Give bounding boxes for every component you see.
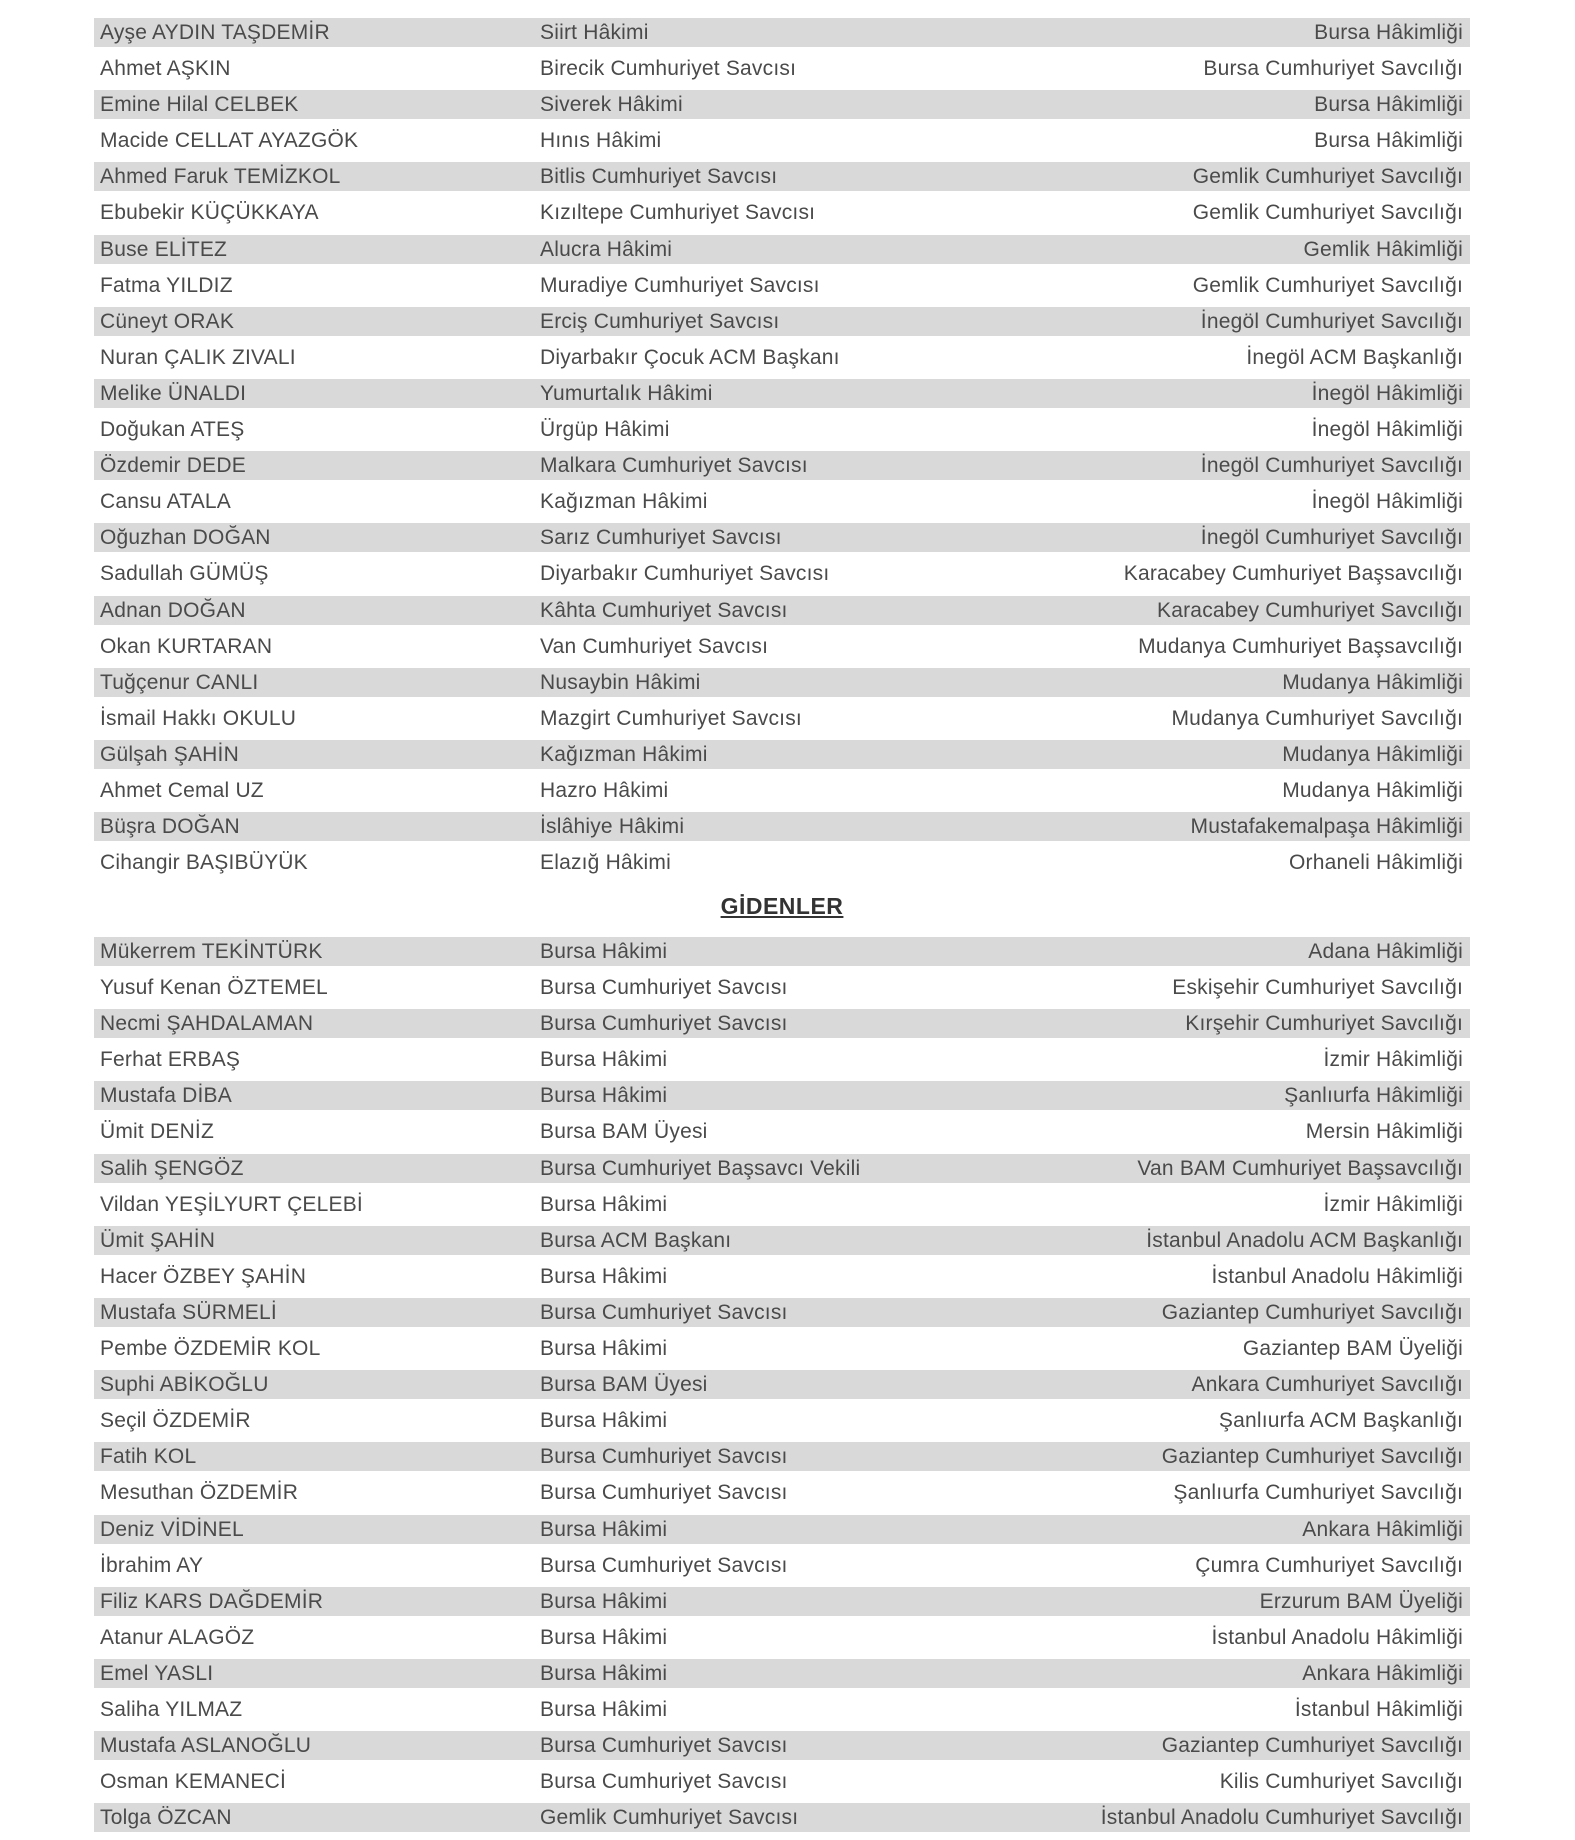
- cell-name: Mustafa DİBA: [100, 1084, 232, 1108]
- cell-name: Atanur ALAGÖZ: [100, 1625, 255, 1649]
- cell-position: Bursa Cumhuriyet Savcısı: [540, 1445, 788, 1469]
- cell-assignment: Mudanya Hâkimliği: [1282, 778, 1463, 802]
- table-row: [94, 848, 1470, 884]
- cell-name: Oğuzhan DOĞAN: [100, 526, 271, 550]
- table-row: [94, 235, 1470, 271]
- cell-position: Bursa Hâkimi: [540, 1697, 668, 1721]
- table-row: [94, 343, 1470, 379]
- table-row: [94, 415, 1470, 451]
- table-row: [94, 162, 1470, 198]
- row-stripe: [94, 937, 1470, 966]
- row-stripe: [94, 776, 1470, 805]
- cell-name: Gülşah ŞAHİN: [100, 742, 239, 766]
- cell-position: Bursa Hâkimi: [540, 1625, 668, 1649]
- cell-position: Bursa Hâkimi: [540, 1661, 668, 1685]
- row-stripe: [94, 1226, 1470, 1255]
- cell-assignment: Şanlıurfa ACM Başkanlığı: [1218, 1409, 1463, 1433]
- cell-assignment: Orhaneli Hâkimliği: [1289, 851, 1463, 875]
- cell-assignment: Mersin Hâkimliği: [1305, 1120, 1463, 1144]
- cell-name: Ahmet AŞKIN: [100, 57, 231, 81]
- cell-assignment: Ankara Hâkimliği: [1302, 1517, 1463, 1541]
- table-row: [94, 937, 1470, 973]
- row-stripe: [94, 1623, 1470, 1652]
- row-stripe: [94, 1370, 1470, 1399]
- row-stripe: [94, 307, 1470, 336]
- cell-position: Bursa Cumhuriyet Savcısı: [540, 1553, 788, 1577]
- cell-name: Tuğçenur CANLI: [100, 670, 259, 694]
- cell-position: İslâhiye Hâkimi: [540, 815, 685, 839]
- cell-assignment: İnegöl Hâkimliği: [1311, 418, 1463, 442]
- cell-assignment: Karacabey Cumhuriyet Savcılığı: [1157, 598, 1463, 622]
- cell-name: Vildan YEŞİLYURT ÇELEBİ: [100, 1192, 363, 1216]
- cell-position: Diyarbakır Cumhuriyet Savcısı: [540, 562, 830, 586]
- assignment-table: [94, 0, 1470, 1840]
- table-row: [94, 1190, 1470, 1226]
- cell-assignment: Mudanya Hâkimliği: [1282, 670, 1463, 694]
- cell-assignment: Şanlıurfa Cumhuriyet Savcılığı: [1173, 1481, 1463, 1505]
- cell-assignment: Gaziantep Cumhuriyet Savcılığı: [1161, 1445, 1463, 1469]
- row-stripe: [94, 1117, 1470, 1146]
- cell-position: Yumurtalık Hâkimi: [540, 381, 713, 405]
- cell-name: Mustafa ASLANOĞLU: [100, 1734, 312, 1758]
- table-row: [94, 1262, 1470, 1298]
- cell-assignment: İzmir Hâkimliği: [1323, 1192, 1463, 1216]
- cell-position: Bursa BAM Üyesi: [540, 1373, 708, 1397]
- row-stripe: [94, 1695, 1470, 1724]
- cell-assignment: İstanbul Anadolu ACM Başkanlığı: [1146, 1228, 1463, 1252]
- cell-position: Kağızman Hâkimi: [540, 742, 708, 766]
- row-stripe: [94, 451, 1470, 480]
- cell-position: Alucra Hâkimi: [540, 237, 673, 261]
- table-row: [94, 18, 1470, 54]
- row-stripe: [94, 1478, 1470, 1507]
- cell-position: Erciş Cumhuriyet Savcısı: [540, 309, 780, 333]
- table-row: [94, 1081, 1470, 1117]
- row-stripe: [94, 812, 1470, 841]
- cell-position: Bursa Cumhuriyet Savcısı: [540, 1012, 788, 1036]
- cell-position: Siverek Hâkimi: [540, 93, 683, 117]
- row-stripe: [94, 559, 1470, 588]
- cell-name: Doğukan ATEŞ: [100, 418, 245, 442]
- cell-name: Melike ÜNALDI: [100, 381, 247, 405]
- cell-position: Bursa Hâkimi: [540, 1517, 668, 1541]
- section-heading-gidenler: GİDENLER: [720, 893, 844, 919]
- cell-position: Bursa Hâkimi: [540, 1192, 668, 1216]
- cell-name: Deniz VİDİNEL: [100, 1517, 244, 1541]
- cell-name: Büşra DOĞAN: [100, 815, 240, 839]
- cell-position: Bitlis Cumhuriyet Savcısı: [540, 165, 778, 189]
- row-stripe: [94, 1154, 1470, 1183]
- cell-position: Bursa BAM Üyesi: [540, 1120, 708, 1144]
- cell-position: Birecik Cumhuriyet Savcısı: [540, 57, 797, 81]
- table-row: [94, 1659, 1470, 1695]
- row-stripe: [94, 1009, 1470, 1038]
- cell-assignment: İnegöl Cumhuriyet Savcılığı: [1200, 309, 1463, 333]
- table-row: [94, 1226, 1470, 1262]
- row-stripe: [94, 523, 1470, 552]
- cell-assignment: Gemlik Cumhuriyet Savcılığı: [1192, 165, 1463, 189]
- row-stripe: [94, 379, 1470, 408]
- cell-position: Bursa Cumhuriyet Savcısı: [540, 1300, 788, 1324]
- cell-assignment: Mustafakemalpaşa Hâkimliği: [1190, 815, 1463, 839]
- cell-position: Nusaybin Hâkimi: [540, 670, 701, 694]
- table-row: [94, 307, 1470, 343]
- row-stripe: [94, 1190, 1470, 1219]
- table-row: [94, 740, 1470, 776]
- cell-position: Diyarbakır Çocuk ACM Başkanı: [540, 345, 840, 369]
- cell-assignment: Çumra Cumhuriyet Savcılığı: [1195, 1553, 1463, 1577]
- cell-assignment: Kırşehir Cumhuriyet Savcılığı: [1185, 1012, 1463, 1036]
- table-row: [94, 1298, 1470, 1334]
- row-stripe: [94, 487, 1470, 516]
- table-row: [94, 1767, 1470, 1803]
- table-row: [94, 1442, 1470, 1478]
- row-stripe: [94, 1659, 1470, 1688]
- table-row: [94, 812, 1470, 848]
- table-row: [94, 487, 1470, 523]
- table-row: [94, 54, 1470, 90]
- cell-position: Bursa Cumhuriyet Savcısı: [540, 1734, 788, 1758]
- row-stripe: [94, 1551, 1470, 1580]
- table-row: [94, 271, 1470, 307]
- cell-name: Adnan DOĞAN: [100, 598, 246, 622]
- cell-assignment: İnegöl Hâkimliği: [1311, 490, 1463, 514]
- cell-assignment: Gemlik Cumhuriyet Savcılığı: [1192, 201, 1463, 225]
- row-stripe: [94, 1767, 1470, 1796]
- cell-name: Mustafa SÜRMELİ: [100, 1300, 277, 1324]
- cell-name: İsmail Hakkı OKULU: [100, 706, 297, 730]
- cell-assignment: Gaziantep Cumhuriyet Savcılığı: [1161, 1300, 1463, 1324]
- cell-name: Sadullah GÜMÜŞ: [100, 562, 269, 586]
- table-row: [94, 1009, 1470, 1045]
- cell-assignment: Adana Hâkimliği: [1308, 940, 1463, 963]
- cell-assignment: İstanbul Anadolu Hâkimliği: [1211, 1625, 1463, 1649]
- table-row: [94, 1406, 1470, 1442]
- cell-assignment: Şanlıurfa Hâkimliği: [1284, 1084, 1463, 1108]
- cell-position: Van Cumhuriyet Savcısı: [540, 634, 769, 658]
- table-row: [94, 1045, 1470, 1081]
- row-stripe: [94, 848, 1470, 877]
- cell-name: Ahmet Cemal UZ: [100, 778, 264, 802]
- row-stripe: [94, 1334, 1470, 1363]
- row-stripe: [94, 1406, 1470, 1435]
- cell-name: Yusuf Kenan ÖZTEMEL: [100, 976, 328, 1000]
- row-stripe: [94, 415, 1470, 444]
- cell-assignment: Van BAM Cumhuriyet Başsavcılığı: [1137, 1156, 1463, 1180]
- cell-assignment: Karacabey Cumhuriyet Başsavcılığı: [1123, 562, 1463, 586]
- row-stripe: [94, 1045, 1470, 1074]
- cell-name: Pembe ÖZDEMİR KOL: [100, 1337, 321, 1361]
- row-stripe: [94, 343, 1470, 372]
- cell-position: Bursa Hâkimi: [540, 1337, 668, 1361]
- cell-assignment: Bursa Hâkimliği: [1314, 129, 1463, 153]
- cell-name: Okan KURTARAN: [100, 634, 273, 658]
- cell-assignment: Erzurum BAM Üyeliği: [1259, 1589, 1463, 1613]
- row-stripe: [94, 198, 1470, 227]
- cell-position: Bursa ACM Başkanı: [540, 1228, 732, 1252]
- table-row: [94, 668, 1470, 704]
- cell-name: Necmi ŞAHDALAMAN: [100, 1012, 314, 1036]
- cell-position: Kağızman Hâkimi: [540, 490, 708, 514]
- cell-name: Filiz KARS DAĞDEMİR: [100, 1589, 324, 1613]
- table-row: [94, 126, 1470, 162]
- cell-name: Özdemir DEDE: [100, 454, 246, 478]
- cell-assignment: Mudanya Hâkimliği: [1282, 742, 1463, 766]
- table-row: [94, 1515, 1470, 1551]
- cell-name: Salih ŞENGÖZ: [100, 1156, 244, 1180]
- cell-position: Ürgüp Hâkimi: [540, 418, 670, 442]
- cell-name: Fatih KOL: [100, 1445, 197, 1469]
- table-row: [94, 559, 1470, 595]
- cell-assignment: Mudanya Cumhuriyet Savcılığı: [1171, 706, 1463, 730]
- table-row: [94, 523, 1470, 559]
- table-row: [94, 1551, 1470, 1587]
- table-row: [94, 198, 1470, 234]
- table-row: [94, 1478, 1470, 1514]
- cell-assignment: Ankara Hâkimliği: [1302, 1661, 1463, 1685]
- cell-position: Kâhta Cumhuriyet Savcısı: [540, 598, 788, 622]
- table-row: [94, 1731, 1470, 1767]
- cell-position: Bursa Cumhuriyet Savcısı: [540, 976, 788, 1000]
- cell-position: Gemlik Cumhuriyet Savcısı: [540, 1806, 799, 1830]
- cell-name: Cüneyt ORAK: [100, 309, 235, 333]
- cell-name: Fatma YILDIZ: [100, 273, 233, 297]
- row-stripe: [94, 54, 1470, 83]
- cell-assignment: Kilis Cumhuriyet Savcılığı: [1219, 1770, 1463, 1794]
- cell-name: Emine Hilal CELBEK: [100, 93, 299, 117]
- cell-position: Bursa Hâkimi: [540, 1048, 668, 1072]
- table-row: [94, 379, 1470, 415]
- row-stripe: [94, 90, 1470, 119]
- table-row: [94, 451, 1470, 487]
- row-stripe: [94, 1262, 1470, 1291]
- table-row: [94, 1154, 1470, 1190]
- row-stripe: [94, 126, 1470, 155]
- row-stripe: [94, 1298, 1470, 1327]
- row-stripe: [94, 704, 1470, 733]
- cell-position: Bursa Hâkimi: [540, 1409, 668, 1433]
- table-row: [94, 1803, 1470, 1839]
- row-stripe: [94, 740, 1470, 769]
- cell-position: Mazgirt Cumhuriyet Savcısı: [540, 706, 802, 730]
- table-row: [94, 776, 1470, 812]
- table-row: [94, 596, 1470, 632]
- cell-assignment: İstanbul Anadolu Hâkimliği: [1211, 1264, 1463, 1288]
- cell-assignment: Bursa Hâkimliği: [1314, 93, 1463, 117]
- table-row: [94, 1587, 1470, 1623]
- cell-assignment: Mudanya Cumhuriyet Başsavcılığı: [1138, 634, 1463, 658]
- cell-name: Osman KEMANECİ: [100, 1770, 287, 1794]
- cell-name: Hacer ÖZBEY ŞAHİN: [100, 1264, 307, 1288]
- table-row: [94, 632, 1470, 668]
- cell-position: Bursa Hâkimi: [540, 1264, 668, 1288]
- row-stripe: [94, 1515, 1470, 1544]
- row-stripe: [94, 162, 1470, 191]
- cell-assignment: Eskişehir Cumhuriyet Savcılığı: [1172, 976, 1463, 1000]
- cell-position: Bursa Cumhuriyet Savcısı: [540, 1481, 788, 1505]
- cell-name: İbrahim AY: [100, 1553, 204, 1577]
- row-stripe: [94, 271, 1470, 300]
- table-row: [94, 1117, 1470, 1153]
- cell-assignment: İnegöl ACM Başkanlığı: [1246, 345, 1463, 369]
- cell-name: Ayşe AYDIN TAŞDEMİR: [100, 21, 330, 44]
- row-stripe: [94, 973, 1470, 1002]
- cell-name: Macide CELLAT AYAZGÖK: [100, 129, 359, 153]
- cell-position: Elazığ Hâkimi: [540, 851, 671, 875]
- cell-assignment: İzmir Hâkimliği: [1323, 1048, 1463, 1072]
- cell-assignment: Bursa Cumhuriyet Savcılığı: [1203, 57, 1463, 81]
- cell-position: Siirt Hâkimi: [540, 21, 649, 44]
- table-row: [94, 1370, 1470, 1406]
- cell-name: Tolga ÖZCAN: [100, 1806, 232, 1830]
- cell-assignment: İnegöl Hâkimliği: [1311, 381, 1463, 405]
- table-row: [94, 90, 1470, 126]
- cell-name: Buse ELİTEZ: [100, 237, 228, 261]
- cell-name: Ümit DENİZ: [100, 1120, 214, 1144]
- cell-assignment: Gemlik Hâkimliği: [1303, 237, 1463, 261]
- row-stripe: [94, 668, 1470, 697]
- table-row: [94, 1695, 1470, 1731]
- cell-name: Seçil ÖZDEMİR: [100, 1409, 251, 1433]
- cell-position: Sarız Cumhuriyet Savcısı: [540, 526, 782, 550]
- cell-assignment: Gaziantep Cumhuriyet Savcılığı: [1161, 1734, 1463, 1758]
- cell-name: Mükerrem TEKİNTÜRK: [100, 940, 323, 963]
- cell-position: Bursa Cumhuriyet Başsavcı Vekili: [540, 1156, 861, 1180]
- table-row: [94, 973, 1470, 1009]
- cell-name: Suphi ABİKOĞLU: [100, 1373, 269, 1397]
- cell-name: Cihangir BAŞIBÜYÜK: [100, 851, 308, 875]
- cell-name: Emel YASLI: [100, 1661, 214, 1685]
- row-stripe: [94, 1731, 1470, 1760]
- cell-assignment: İstanbul Hâkimliği: [1294, 1697, 1463, 1721]
- cell-name: Ümit ŞAHİN: [100, 1228, 216, 1252]
- table-row: [94, 1334, 1470, 1370]
- row-stripe: [94, 235, 1470, 264]
- cell-name: Cansu ATALA: [100, 490, 231, 514]
- row-stripe: [94, 632, 1470, 661]
- cell-position: Hazro Hâkimi: [540, 778, 669, 802]
- cell-position: Malkara Cumhuriyet Savcısı: [540, 454, 808, 478]
- cell-position: Hınıs Hâkimi: [540, 129, 662, 153]
- cell-position: Bursa Cumhuriyet Savcısı: [540, 1770, 788, 1794]
- cell-position: Muradiye Cumhuriyet Savcısı: [540, 273, 820, 297]
- outgoing-assignments-list: [94, 937, 1470, 1839]
- cell-position: Bursa Hâkimi: [540, 1589, 668, 1613]
- cell-assignment: İnegöl Cumhuriyet Savcılığı: [1200, 526, 1463, 550]
- cell-position: Bursa Hâkimi: [540, 940, 668, 963]
- cell-name: Saliha YILMAZ: [100, 1697, 243, 1721]
- row-stripe: [94, 1442, 1470, 1471]
- cell-position: Bursa Hâkimi: [540, 1084, 668, 1108]
- cell-position: Kızıltepe Cumhuriyet Savcısı: [540, 201, 816, 225]
- cell-name: Nuran ÇALIK ZIVALI: [100, 345, 296, 369]
- incoming-assignments-list: [94, 18, 1470, 884]
- row-stripe: [94, 1803, 1470, 1832]
- cell-name: Mesuthan ÖZDEMİR: [100, 1481, 299, 1505]
- cell-assignment: İstanbul Anadolu Cumhuriyet Savcılığı: [1100, 1806, 1463, 1830]
- cell-name: Ebubekir KÜÇÜKKAYA: [100, 201, 319, 225]
- cell-assignment: İnegöl Cumhuriyet Savcılığı: [1200, 454, 1463, 478]
- table-row: [94, 704, 1470, 740]
- cell-assignment: Gemlik Cumhuriyet Savcılığı: [1192, 273, 1463, 297]
- row-stripe: [94, 1587, 1470, 1616]
- cell-assignment: Bursa Hâkimliği: [1314, 21, 1463, 44]
- cell-name: Ahmed Faruk TEMİZKOL: [100, 165, 341, 189]
- row-stripe: [94, 18, 1470, 47]
- cell-assignment: Gaziantep BAM Üyeliği: [1242, 1337, 1463, 1361]
- cell-name: Ferhat ERBAŞ: [100, 1048, 241, 1072]
- table-row: [94, 1623, 1470, 1659]
- row-stripe: [94, 1081, 1470, 1110]
- cell-assignment: Ankara Cumhuriyet Savcılığı: [1191, 1373, 1463, 1397]
- row-stripe: [94, 596, 1470, 625]
